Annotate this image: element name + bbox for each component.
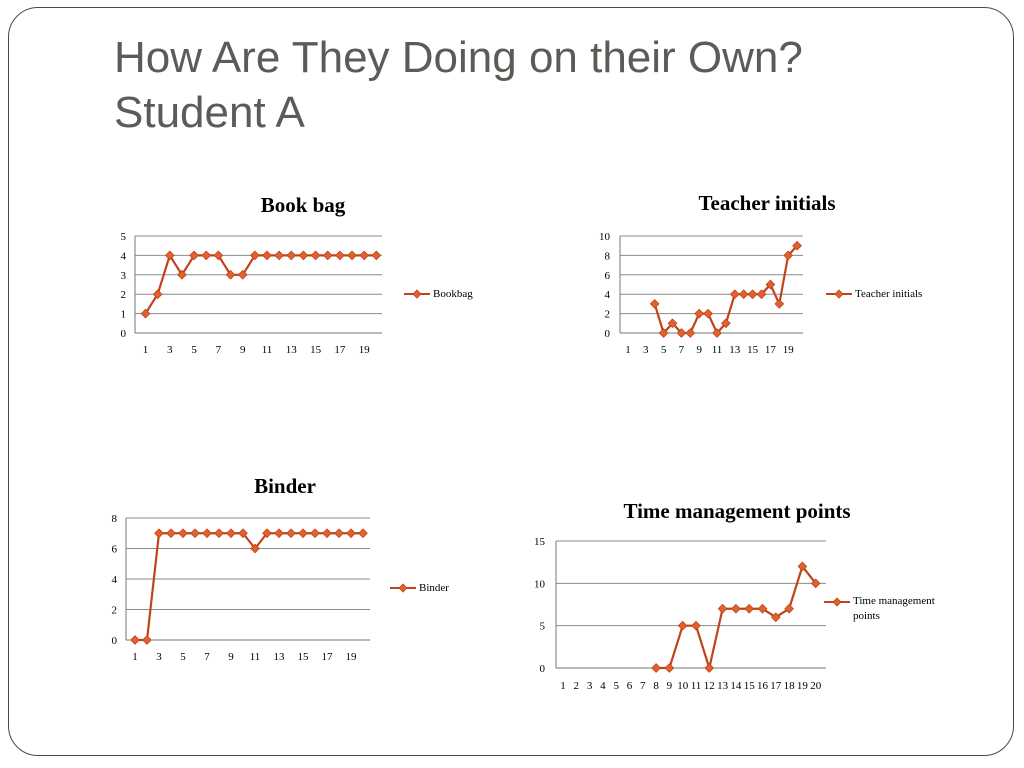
x-tick-label: 4	[600, 680, 606, 692]
series-line	[656, 566, 816, 668]
y-tick-label: 1	[120, 308, 126, 321]
x-tick-label: 2	[573, 680, 580, 692]
legend	[390, 582, 449, 594]
x-tick-label: 9	[239, 344, 246, 356]
data-point	[287, 529, 296, 538]
data-point	[665, 664, 674, 673]
legend-swatch-marker	[833, 598, 841, 606]
legend-label: Binder	[419, 582, 449, 594]
y-tick-label: 5	[539, 620, 545, 633]
x-tick-label: 12	[703, 680, 715, 692]
data-point	[692, 621, 701, 630]
x-tick-label: 5	[660, 344, 667, 356]
legend-label: Bookbag	[433, 288, 473, 300]
legend-label: points	[853, 610, 880, 622]
chart-title: Teacher initials	[698, 191, 836, 215]
x-tick-label: 19	[796, 680, 808, 692]
data-point	[131, 636, 140, 645]
x-tick-label: 17	[334, 344, 346, 356]
data-point	[348, 251, 357, 260]
y-tick-label: 2	[604, 308, 610, 321]
data-point	[695, 309, 704, 318]
y-tick-label: 2	[111, 604, 117, 617]
x-tick-label: 7	[215, 344, 222, 356]
x-tick-label: 19	[358, 344, 370, 356]
data-point	[227, 529, 236, 538]
data-point	[739, 290, 748, 299]
y-tick-label: 6	[111, 543, 117, 556]
x-tick-label: 1	[560, 680, 566, 692]
data-point	[718, 604, 727, 613]
data-point	[143, 636, 152, 645]
chart-1	[121, 193, 474, 356]
x-tick-label: 17	[770, 680, 782, 692]
x-tick-label: 6	[626, 680, 633, 692]
legend-swatch-marker	[835, 290, 843, 298]
data-point	[311, 529, 320, 538]
y-tick-label: 0	[604, 328, 610, 340]
data-point	[202, 251, 211, 260]
y-tick-label: 10	[599, 231, 610, 243]
data-point	[678, 621, 687, 630]
x-tick-label: 15	[297, 651, 309, 663]
y-tick-label: 4	[111, 574, 117, 586]
legend-swatch-marker	[413, 290, 421, 298]
legend-label: Teacher initials	[855, 288, 923, 300]
x-tick-label: 8	[653, 680, 659, 692]
y-tick-label: 6	[604, 269, 610, 282]
data-point	[215, 529, 224, 538]
data-point	[167, 529, 176, 538]
x-tick-label: 5	[613, 680, 619, 692]
y-tick-label: 8	[111, 513, 117, 525]
data-point	[335, 529, 344, 538]
x-tick-label: 11	[261, 344, 273, 356]
x-tick-label: 7	[678, 344, 685, 356]
chart-4	[534, 499, 935, 692]
x-tick-label: 1	[625, 344, 631, 356]
series-line	[135, 533, 363, 640]
y-tick-label: 8	[604, 250, 610, 263]
y-tick-label: 4	[604, 289, 610, 302]
data-point	[705, 664, 714, 673]
data-point	[287, 251, 296, 260]
x-tick-label: 17	[764, 344, 776, 356]
x-tick-label: 3	[167, 344, 173, 356]
x-tick-label: 13	[273, 651, 285, 663]
data-point	[347, 529, 356, 538]
chart-title: Binder	[254, 474, 316, 498]
data-point	[704, 309, 713, 318]
data-point	[191, 529, 200, 538]
x-tick-label: 3	[586, 680, 593, 692]
x-tick-label: 5	[191, 344, 197, 356]
x-tick-label: 1	[142, 344, 149, 356]
x-tick-label: 19	[782, 344, 794, 356]
data-point	[299, 251, 308, 260]
data-point	[179, 529, 188, 538]
x-tick-label: 3	[156, 651, 162, 663]
legend	[826, 288, 922, 300]
y-tick-label: 0	[111, 635, 117, 647]
legend	[824, 595, 935, 622]
x-tick-label: 5	[180, 651, 186, 663]
data-point	[203, 529, 212, 538]
x-tick-label: 11	[711, 344, 723, 356]
y-tick-label: 10	[534, 578, 545, 591]
y-tick-label: 2	[120, 289, 126, 302]
x-tick-label: 11	[249, 651, 261, 663]
x-tick-label: 11	[690, 680, 702, 692]
slide-title-line-2: Student A	[114, 88, 305, 137]
x-tick-label: 3	[643, 344, 649, 356]
data-point	[748, 290, 757, 299]
x-tick-label: 7	[640, 680, 646, 692]
x-tick-label: 15	[310, 344, 322, 356]
x-tick-label: 13	[285, 344, 297, 356]
y-tick-label: 0	[539, 663, 545, 675]
legend-label: Time management	[853, 595, 935, 607]
data-point	[311, 251, 320, 260]
x-tick-label: 1	[132, 651, 138, 663]
data-point	[372, 251, 381, 260]
x-tick-label: 9	[228, 651, 234, 663]
data-point	[732, 604, 741, 613]
y-tick-label: 4	[120, 250, 126, 263]
data-point	[745, 604, 754, 613]
data-point	[275, 529, 284, 538]
data-point	[360, 251, 369, 260]
x-tick-label: 18	[783, 680, 795, 692]
x-tick-label: 15	[743, 680, 755, 692]
y-tick-label: 0	[120, 328, 126, 340]
x-tick-label: 9	[666, 680, 673, 692]
data-point	[299, 529, 308, 538]
chart-title: Time management points	[623, 499, 851, 523]
x-tick-label: 20	[810, 680, 822, 692]
x-tick-label: 9	[696, 344, 702, 356]
y-tick-label: 5	[120, 231, 126, 243]
chart-3	[112, 474, 450, 663]
data-point	[323, 251, 332, 260]
x-tick-label: 19	[345, 651, 357, 663]
data-point	[155, 529, 164, 538]
slide-title-line-1: How Are They Doing on their Own?	[114, 33, 803, 82]
data-point	[731, 290, 740, 299]
data-point	[323, 529, 332, 538]
data-point	[263, 251, 272, 260]
data-point	[652, 664, 661, 673]
x-tick-label: 13	[717, 680, 729, 692]
x-tick-label: 7	[204, 651, 210, 663]
x-tick-label: 15	[747, 344, 759, 356]
x-tick-label: 17	[321, 651, 333, 663]
x-tick-label: 13	[729, 344, 741, 356]
x-tick-label: 14	[730, 680, 742, 692]
legend	[404, 288, 473, 300]
y-tick-label: 3	[120, 269, 126, 282]
data-point	[336, 251, 345, 260]
chart-2	[599, 191, 922, 356]
y-tick-label: 15	[534, 536, 545, 548]
data-point	[650, 300, 659, 309]
data-point	[775, 300, 784, 309]
x-tick-label: 10	[677, 680, 689, 692]
legend-swatch-marker	[399, 584, 407, 592]
series-line	[146, 255, 377, 313]
data-point	[275, 251, 284, 260]
data-point	[686, 329, 695, 338]
chart-title: Book bag	[260, 193, 346, 217]
x-tick-label: 16	[757, 680, 768, 692]
data-point	[359, 529, 368, 538]
